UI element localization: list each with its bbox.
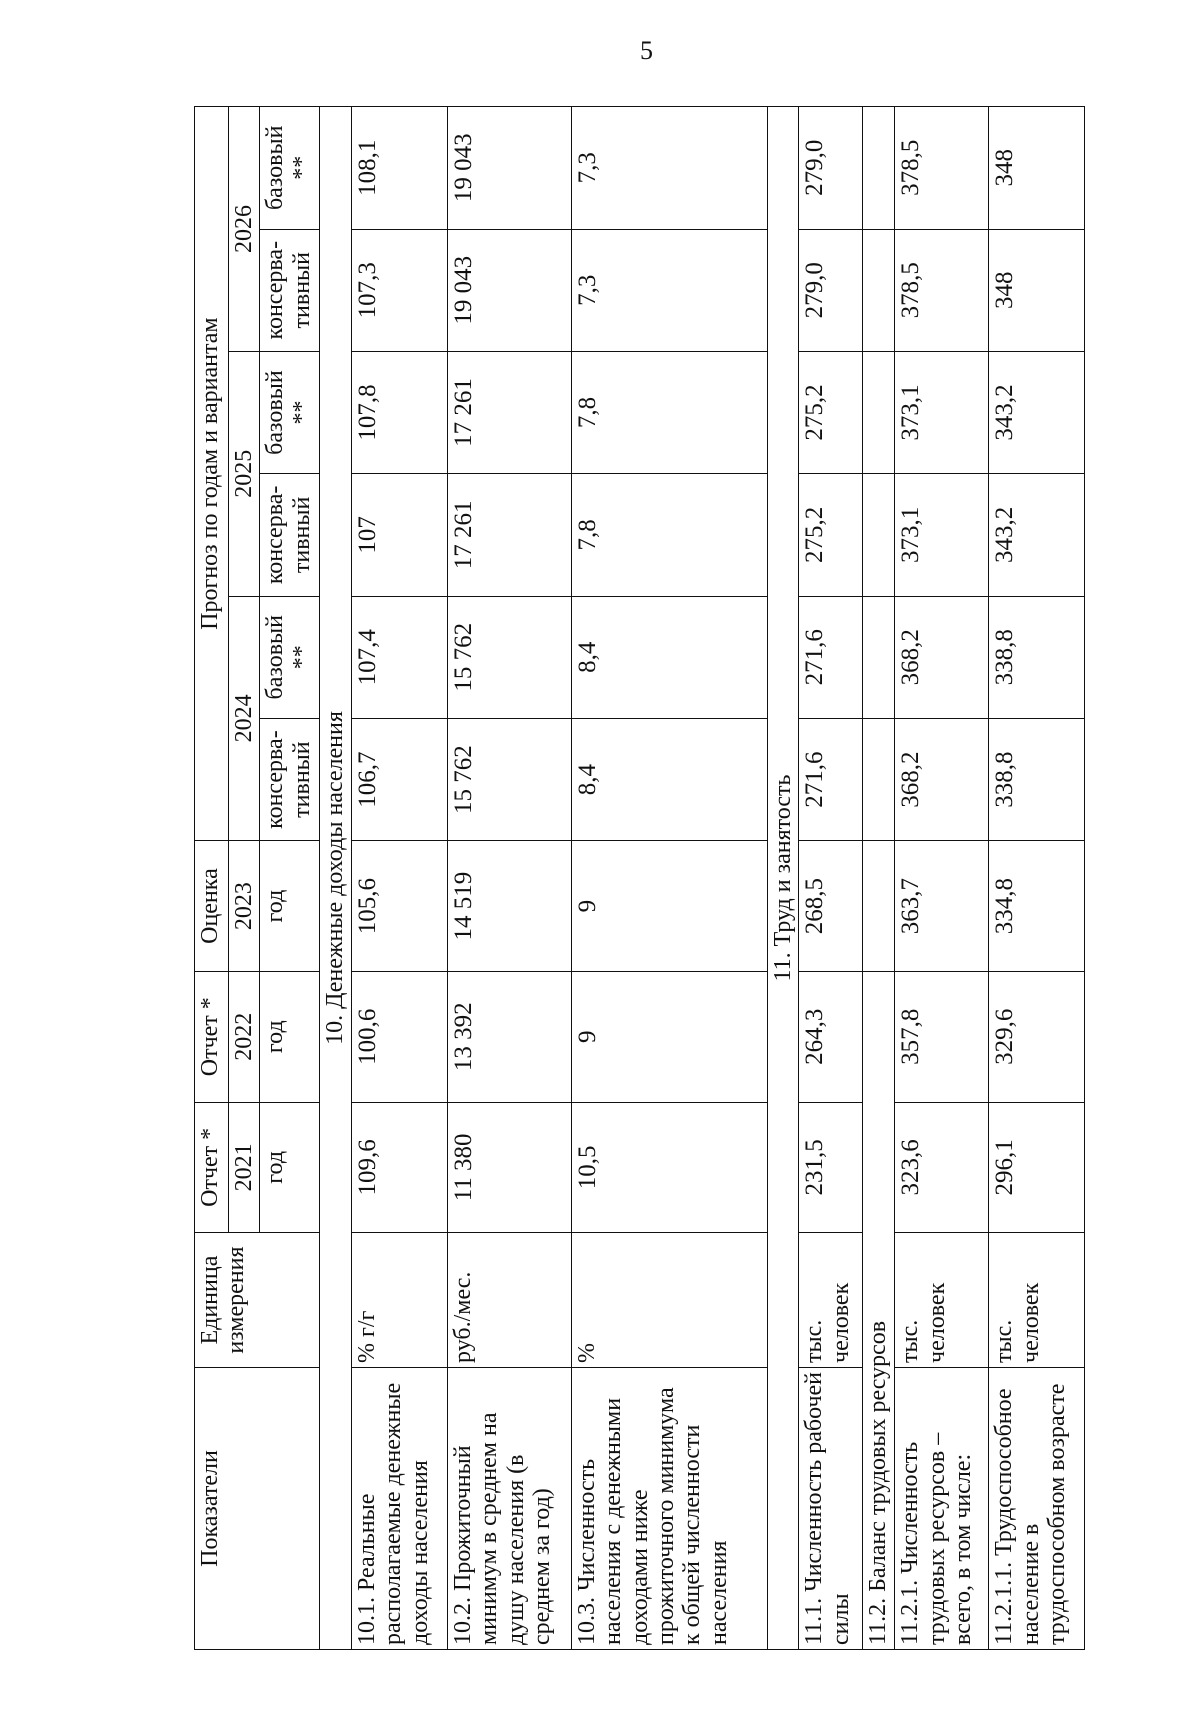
row-11-2-1-2026-basic: 378,5 xyxy=(895,107,989,230)
row-11-2-1-2026-conservative: 378,5 xyxy=(895,229,989,351)
header-unit-2023: год xyxy=(260,841,320,972)
forecast-table-rotated xyxy=(194,106,1092,1650)
header-unit-2021: год xyxy=(260,1102,320,1233)
row-11-2-1-1-2021: 296,1 xyxy=(989,1102,1085,1233)
header-unit-2022: год xyxy=(260,971,320,1102)
row-11-1-2024-conservative: 271,6 xyxy=(799,718,863,840)
row-10-3-2024-basic: 8,4 xyxy=(571,596,767,718)
empty-cell xyxy=(863,351,895,473)
row-11-2-1-1-2024-conservative: 338,8 xyxy=(989,718,1085,840)
empty-cell xyxy=(863,841,895,972)
row-11-1-unit: тыс. человек xyxy=(799,1233,863,1368)
row-10-1-2024-conservative: 106,7 xyxy=(351,718,447,840)
table-row xyxy=(571,107,767,1650)
row-11-2-1-1-2023: 334,8 xyxy=(989,841,1085,972)
row-11-2-1-2023: 363,7 xyxy=(895,841,989,972)
table-row xyxy=(895,107,989,1650)
row-10-3-2026-conservative: 7,3 xyxy=(571,229,767,351)
row-10-3-2025-conservative: 7,8 xyxy=(571,474,767,596)
row-11-1-2026-basic: 279,0 xyxy=(799,107,863,230)
table-row xyxy=(799,107,863,1650)
header-2025-conservative: консерва-тивный xyxy=(260,474,320,596)
row-10-3-unit: % xyxy=(571,1233,767,1368)
row-11-2-1-2022: 357,8 xyxy=(895,971,989,1102)
header-year-2022: 2022 xyxy=(229,971,260,1102)
row-11-2-1-1-2026-conservative: 348 xyxy=(989,229,1085,351)
row-10-1-2026-basic: 108,1 xyxy=(351,107,447,230)
section-10-title: 10. Денежные доходы населения xyxy=(320,107,351,1650)
header-report-2021-status: Отчет * xyxy=(195,1102,229,1233)
header-2026-conservative: консерва-тивный xyxy=(260,229,320,351)
row-11-1-2021: 231,5 xyxy=(799,1102,863,1233)
header-year-2023: 2023 xyxy=(229,841,260,972)
row-10-3-2026-basic: 7,3 xyxy=(571,107,767,230)
header-2024-conservative: консерва-тивный xyxy=(260,718,320,840)
row-10-1-2023: 105,6 xyxy=(351,841,447,972)
row-11-1-label: 11.1. Численность рабочей силы xyxy=(799,1367,863,1649)
row-11-2-1-1-unit: тыс. человек xyxy=(989,1233,1085,1368)
empty-cell xyxy=(863,718,895,840)
row-10-2-2026-basic: 19 043 xyxy=(447,107,571,230)
header-2025-basic: базовый ** xyxy=(260,351,320,473)
row-11-2-1-1-2022: 329,6 xyxy=(989,971,1085,1102)
row-10-2-2022: 13 392 xyxy=(447,971,571,1102)
header-report-2022-status: Отчет * xyxy=(195,971,229,1102)
row-11-2-1-2024-conservative: 368,2 xyxy=(895,718,989,840)
row-10-1-2024-basic: 107,4 xyxy=(351,596,447,718)
row-11-2-1-label: 11.2.1. Численность трудовых ресурсов – всего, в том числе: xyxy=(895,1367,989,1649)
row-11-1-2026-conservative: 279,0 xyxy=(799,229,863,351)
row-10-1-2025-conservative: 107 xyxy=(351,474,447,596)
empty-cell xyxy=(863,596,895,718)
row-10-1-2021: 109,6 xyxy=(351,1102,447,1233)
row-10-3-2023: 9 xyxy=(571,841,767,972)
row-11-1-2022: 264,3 xyxy=(799,971,863,1102)
table-row xyxy=(351,107,447,1650)
header-year-2026: 2026 xyxy=(229,107,260,352)
table-row xyxy=(447,107,571,1650)
row-10-3-2025-basic: 7,8 xyxy=(571,351,767,473)
header-forecast: Прогноз по годам и вариантам xyxy=(195,107,229,841)
row-11-2-1-2024-basic: 368,2 xyxy=(895,596,989,718)
row-11-1-2024-basic: 271,6 xyxy=(799,596,863,718)
table-row xyxy=(989,107,1085,1650)
row-10-3-2022: 9 xyxy=(571,971,767,1102)
row-10-1-2026-conservative: 107,3 xyxy=(351,229,447,351)
row-10-1-2025-basic: 107,8 xyxy=(351,351,447,473)
row-11-2-1-2025-conservative: 373,1 xyxy=(895,474,989,596)
row-11-1-2025-basic: 275,2 xyxy=(799,351,863,473)
empty-cell xyxy=(863,229,895,351)
row-10-2-2024-conservative: 15 762 xyxy=(447,718,571,840)
row-10-3-2024-conservative: 8,4 xyxy=(571,718,767,840)
row-10-2-2023: 14 519 xyxy=(447,841,571,972)
row-10-2-2025-basic: 17 261 xyxy=(447,351,571,473)
header-indicator: Показатели xyxy=(195,1367,320,1649)
empty-cell xyxy=(863,474,895,596)
row-10-2-label: 10.2. Прожиточный минимум в среднем на душу населения (в среднем за год) xyxy=(447,1367,571,1649)
row-10-1-label: 10.1. Реальные располагаемые денежные доходы населения xyxy=(351,1367,447,1649)
row-11-2-1-unit: тыс. человек xyxy=(895,1233,989,1368)
row-10-3-2021: 10,5 xyxy=(571,1102,767,1233)
row-11-2-1-1-2025-basic: 343,2 xyxy=(989,351,1085,473)
row-10-2-2025-conservative: 17 261 xyxy=(447,474,571,596)
row-11-2-1-2025-basic: 373,1 xyxy=(895,351,989,473)
row-11-2-1-1-2026-basic: 348 xyxy=(989,107,1085,230)
row-11-2-1-1-2024-basic: 338,8 xyxy=(989,596,1085,718)
header-2024-basic: базовый ** xyxy=(260,596,320,718)
row-10-2-unit: руб./мес. xyxy=(447,1233,571,1368)
page-number: 5 xyxy=(640,36,653,65)
header-2026-basic: базовый ** xyxy=(260,107,320,230)
header-year-2021: 2021 xyxy=(229,1102,260,1233)
header-year-2025: 2025 xyxy=(229,351,260,596)
row-11-1-2025-conservative: 275,2 xyxy=(799,474,863,596)
section-11-2-title: 11.2. Баланс трудовых ресурсов xyxy=(863,1102,895,1649)
row-11-2-1-1-2025-conservative: 343,2 xyxy=(989,474,1085,596)
row-10-2-2021: 11 380 xyxy=(447,1102,571,1233)
empty-cell xyxy=(863,971,895,1102)
row-10-1-unit: % г/г xyxy=(351,1233,447,1368)
row-11-1-2023: 268,5 xyxy=(799,841,863,972)
forecast-table xyxy=(194,106,1085,1650)
row-10-2-2026-conservative: 19 043 xyxy=(447,229,571,351)
section-11-title: 11. Труд и занятость xyxy=(767,107,798,1650)
row-11-2-1-1-label: 11.2.1.1. Трудоспособное население в трудоспособном возрасте xyxy=(989,1367,1085,1649)
header-estimate-status: Оценка xyxy=(195,841,229,972)
header-year-2024: 2024 xyxy=(229,596,260,841)
empty-cell xyxy=(863,107,895,230)
row-10-3-label: 10.3. Численность населения с денежными доходами ниже прожиточного минимума к общей численности населения xyxy=(571,1367,767,1649)
row-10-1-2022: 100,6 xyxy=(351,971,447,1102)
header-unit: Единица измерения xyxy=(195,1233,320,1368)
row-10-2-2024-basic: 15 762 xyxy=(447,596,571,718)
row-11-2-1-2021: 323,6 xyxy=(895,1102,989,1233)
